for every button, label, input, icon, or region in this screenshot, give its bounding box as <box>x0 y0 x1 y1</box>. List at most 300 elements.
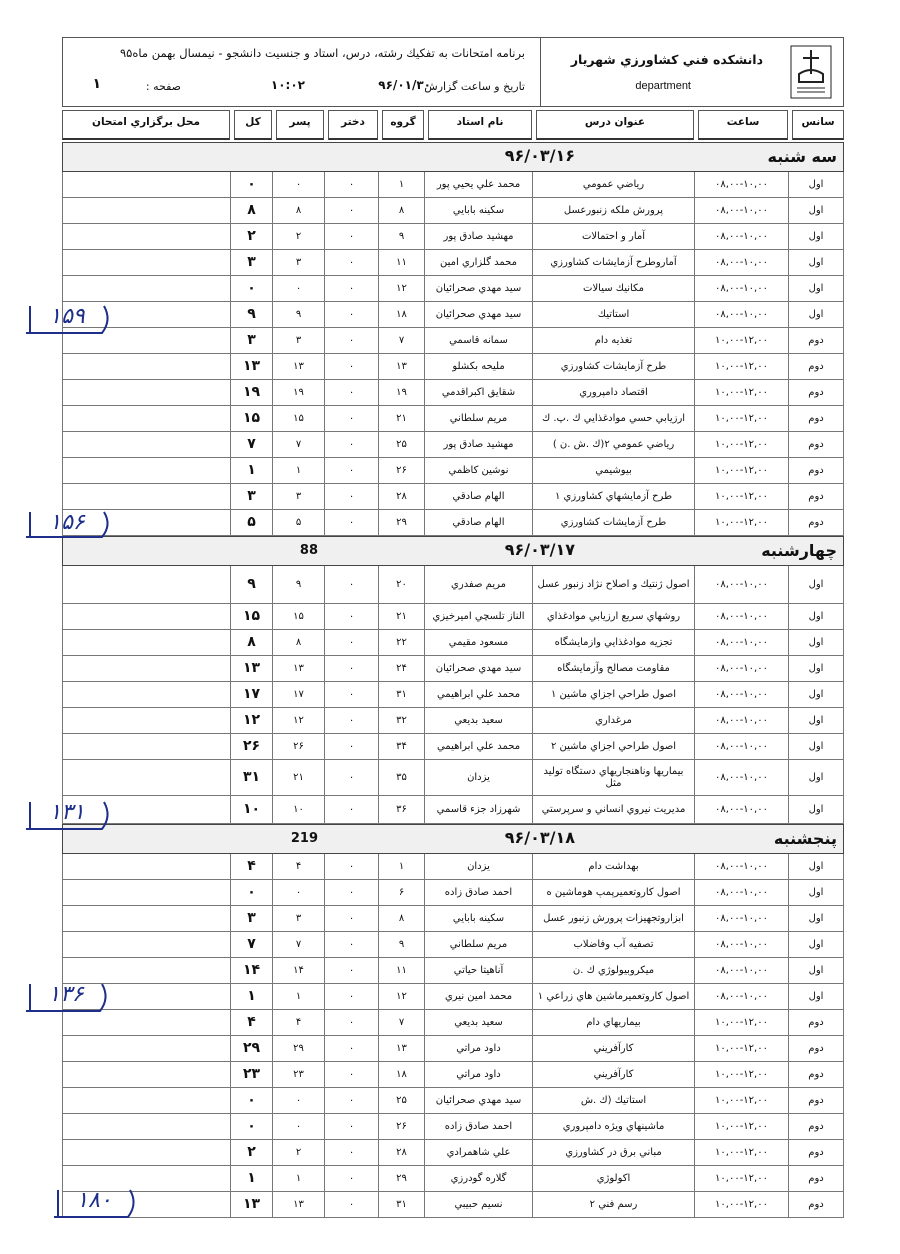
cell-group: ۱۹ <box>378 380 424 405</box>
cell-group: ۲۰ <box>378 566 424 603</box>
cell-group: ۶ <box>378 880 424 905</box>
cell-female: ۰ <box>324 1192 378 1217</box>
cell-male: ۱ <box>272 1166 324 1191</box>
cell-course: تجزيه موادغذايي وازمايشگاه <box>532 630 694 655</box>
cell-time: ۰۸,۰۰-۱۰,۰۰ <box>694 276 788 301</box>
cell-female: ۰ <box>324 796 378 823</box>
cell-male: ۰ <box>272 276 324 301</box>
cell-total: ۷ <box>230 932 272 957</box>
cell-time: ۰۸,۰۰-۱۰,۰۰ <box>694 932 788 957</box>
cell-female: ۰ <box>324 302 378 327</box>
cell-location <box>62 276 230 301</box>
cell-male: ۲۹ <box>272 1036 324 1061</box>
cell-course: طرح آزمايشهاي كشاورزي ۱ <box>532 484 694 509</box>
handwritten-number: ۱۳۱ <box>49 800 85 825</box>
cell-course: مرغداري <box>532 708 694 733</box>
cell-time: ۰۸,۰۰-۱۰,۰۰ <box>694 604 788 629</box>
cell-location <box>62 354 230 379</box>
cell-location <box>62 682 230 707</box>
cell-teacher: سيد مهدي صحرائيان <box>424 656 532 681</box>
cell-course: ابزاروتجهيزات پرورش زنبور عسل <box>532 906 694 931</box>
cell-male: ۷ <box>272 932 324 957</box>
cell-session: اول <box>788 198 844 223</box>
table-header-row <box>62 110 844 140</box>
cell-session: اول <box>788 854 844 879</box>
cell-total: ۲ <box>230 1140 272 1165</box>
cell-total: ۷ <box>230 432 272 457</box>
cell-course: مقاومت مصالح وآزمايشگاه <box>532 656 694 681</box>
cell-total: ۱۹ <box>230 380 272 405</box>
cell-total: ۱۲ <box>230 708 272 733</box>
cell-session: اول <box>788 682 844 707</box>
cell-time: ۱۰,۰۰-۱۲,۰۰ <box>694 484 788 509</box>
cell-session: دوم <box>788 510 844 535</box>
cell-session: اول <box>788 880 844 905</box>
table-row <box>62 984 844 1010</box>
cell-time: ۰۸,۰۰-۱۰,۰۰ <box>694 708 788 733</box>
cell-session: دوم <box>788 1088 844 1113</box>
handwritten-total <box>22 798 114 834</box>
table-row <box>62 734 844 760</box>
cell-location <box>62 708 230 733</box>
cell-female: ۰ <box>324 250 378 275</box>
cell-total: ۸ <box>230 198 272 223</box>
cell-male: ۰ <box>272 1088 324 1113</box>
cell-female: ۰ <box>324 958 378 983</box>
cell-course: ميكروبيولوژي ك .ن <box>532 958 694 983</box>
page-label: صفحه : <box>145 80 181 93</box>
cell-teacher: سمانه قاسمي <box>424 328 532 353</box>
cell-total: ۳ <box>230 328 272 353</box>
cell-total: ۴ <box>230 854 272 879</box>
day-date: ۹۶/۰۳/۱۶ <box>504 146 575 165</box>
cell-male: ۳ <box>272 250 324 275</box>
cell-group: ۲۵ <box>378 432 424 457</box>
cell-location <box>62 656 230 681</box>
cell-teacher: محمد علي ابراهيمي <box>424 682 532 707</box>
table-row <box>62 932 844 958</box>
cell-time: ۱۰,۰۰-۱۲,۰۰ <box>694 354 788 379</box>
exam-table <box>62 142 844 1218</box>
cell-male: ۳ <box>272 484 324 509</box>
cell-female: ۰ <box>324 406 378 431</box>
table-row <box>62 198 844 224</box>
table-row <box>62 1088 844 1114</box>
table-row <box>62 906 844 932</box>
cell-location <box>62 432 230 457</box>
cell-teacher: محمد علي يحيي پور <box>424 172 532 197</box>
cell-teacher: احمد صادق زاده <box>424 880 532 905</box>
col-session: سانس <box>792 110 844 140</box>
cell-female: ۰ <box>324 276 378 301</box>
cell-total: ۲۶ <box>230 734 272 759</box>
cell-male: ۸ <box>272 630 324 655</box>
table-row <box>62 406 844 432</box>
cell-female: ۰ <box>324 224 378 249</box>
cell-total: ۱۰ <box>230 796 272 823</box>
cell-session: اول <box>788 656 844 681</box>
table-row <box>62 250 844 276</box>
cell-teacher: آناهيتا حياتي <box>424 958 532 983</box>
cell-course: بهداشت دام <box>532 854 694 879</box>
cell-group: ۲۲ <box>378 630 424 655</box>
cell-teacher: شهرزاد جزء قاسمي <box>424 796 532 823</box>
cell-location <box>62 1114 230 1139</box>
cell-teacher: مريم سلطاني <box>424 406 532 431</box>
cell-group: ۲۴ <box>378 656 424 681</box>
cell-total: ۳ <box>230 484 272 509</box>
cell-female: ۰ <box>324 932 378 957</box>
cell-session: اول <box>788 734 844 759</box>
cell-teacher: سعيد بديعي <box>424 708 532 733</box>
day-header <box>62 824 844 854</box>
cell-female: ۰ <box>324 734 378 759</box>
col-total: كل <box>234 110 272 140</box>
cell-session: اول <box>788 604 844 629</box>
cell-course: ارزيابي حسي موادغذايي ك .پ. ك <box>532 406 694 431</box>
cell-female: ۰ <box>324 708 378 733</box>
cell-teacher: علي شاهمرادي <box>424 1140 532 1165</box>
cell-total: ۳ <box>230 250 272 275</box>
cell-course: طرح آزمايشات كشاورزي <box>532 354 694 379</box>
cell-total: ۳ <box>230 906 272 931</box>
cell-group: ۱۸ <box>378 1062 424 1087</box>
table-row <box>62 432 844 458</box>
cell-group: ۸ <box>378 198 424 223</box>
cell-teacher: مهشيد صادق پور <box>424 224 532 249</box>
cell-session: دوم <box>788 1010 844 1035</box>
cell-male: ۱۲ <box>272 708 324 733</box>
cell-time: ۱۰,۰۰-۱۲,۰۰ <box>694 510 788 535</box>
cell-session: اول <box>788 760 844 795</box>
cell-course: رياضي عمومي <box>532 172 694 197</box>
table-row <box>62 484 844 510</box>
table-row <box>62 682 844 708</box>
cell-group: ۹ <box>378 224 424 249</box>
cell-time: ۰۸,۰۰-۱۰,۰۰ <box>694 906 788 931</box>
table-row <box>62 1010 844 1036</box>
cell-male: ۸ <box>272 198 324 223</box>
cell-session: اول <box>788 276 844 301</box>
cell-session: دوم <box>788 380 844 405</box>
cell-time: ۰۸,۰۰-۱۰,۰۰ <box>694 854 788 879</box>
cell-teacher: الهام صادقي <box>424 510 532 535</box>
day-date: ۹۶/۰۳/۱۸ <box>504 828 575 847</box>
table-row <box>62 708 844 734</box>
table-row <box>62 796 844 824</box>
cell-total: ۱ <box>230 458 272 483</box>
cell-course: آماروطرح آزمايشات كشاورزي <box>532 250 694 275</box>
cell-total: ۲۹ <box>230 1036 272 1061</box>
cell-time: ۱۰,۰۰-۱۲,۰۰ <box>694 458 788 483</box>
cell-total: ۴ <box>230 1010 272 1035</box>
table-row <box>62 1114 844 1140</box>
cell-female: ۰ <box>324 1166 378 1191</box>
table-row <box>62 224 844 250</box>
cell-location <box>62 1062 230 1087</box>
col-location: محل برگزاري امتحان <box>62 110 230 140</box>
table-row <box>62 958 844 984</box>
cell-location <box>62 906 230 931</box>
cell-session: دوم <box>788 1062 844 1087</box>
cell-course: تصفيه آب وفاضلاب <box>532 932 694 957</box>
cell-female: ۰ <box>324 1062 378 1087</box>
cell-male: ۱۹ <box>272 380 324 405</box>
col-group: گروه <box>382 110 424 140</box>
table-row <box>62 630 844 656</box>
handwritten-total <box>22 302 114 338</box>
cell-location <box>62 458 230 483</box>
cell-female: ۰ <box>324 354 378 379</box>
cell-female: ۰ <box>324 854 378 879</box>
cell-time: ۰۸,۰۰-۱۰,۰۰ <box>694 224 788 249</box>
cell-male: ۴ <box>272 1010 324 1035</box>
cell-time: ۱۰,۰۰-۱۲,۰۰ <box>694 1166 788 1191</box>
cell-session: اول <box>788 172 844 197</box>
col-teacher: نام استاد <box>428 110 532 140</box>
cell-group: ۲۱ <box>378 406 424 431</box>
cell-teacher: سيد مهدي صحرائيان <box>424 302 532 327</box>
cell-teacher: الهام صادقي <box>424 484 532 509</box>
cell-group: ۳۱ <box>378 682 424 707</box>
day-total: 88 <box>299 543 318 558</box>
table-row <box>62 380 844 406</box>
report-date: ۹۶/۰۱/۳۰ <box>378 78 431 92</box>
day-date: ۹۶/۰۳/۱۷ <box>504 540 575 559</box>
cell-teacher: احمد صادق زاده <box>424 1114 532 1139</box>
cell-teacher: شقايق اكبراقدمي <box>424 380 532 405</box>
cell-group: ۳۶ <box>378 796 424 823</box>
cell-male: ۹ <box>272 566 324 603</box>
cell-group: ۱۱ <box>378 958 424 983</box>
cell-total: ۲۳ <box>230 1062 272 1087</box>
cell-male: ۱ <box>272 458 324 483</box>
cell-teacher: مريم صفدري <box>424 566 532 603</box>
cell-female: ۰ <box>324 1140 378 1165</box>
cell-course: اصول كاروتعميرپمپ هوماشين ه <box>532 880 694 905</box>
cell-time: ۰۸,۰۰-۱۰,۰۰ <box>694 198 788 223</box>
cell-course: ماشينهاي ويژه دامپروري <box>532 1114 694 1139</box>
handwritten-number: ۱۵۶ <box>49 510 85 535</box>
cell-location <box>62 224 230 249</box>
cell-time: ۱۰,۰۰-۱۲,۰۰ <box>694 406 788 431</box>
cell-total: ۵ <box>230 510 272 535</box>
cell-total: ۸ <box>230 630 272 655</box>
cell-female: ۰ <box>324 328 378 353</box>
table-row <box>62 566 844 604</box>
cell-group: ۲۶ <box>378 458 424 483</box>
cell-male: ۳ <box>272 906 324 931</box>
cell-group: ۱۳ <box>378 1036 424 1061</box>
cell-location <box>62 1088 230 1113</box>
cell-course: استاتيك (ك .ش <box>532 1088 694 1113</box>
cell-teacher: نوشين كاظمي <box>424 458 532 483</box>
cell-female: ۰ <box>324 1036 378 1061</box>
cell-male: ۱۰ <box>272 796 324 823</box>
cell-time: ۱۰,۰۰-۱۲,۰۰ <box>694 328 788 353</box>
cell-course: استاتيك <box>532 302 694 327</box>
cell-total: ۱۳ <box>230 354 272 379</box>
cell-group: ۹ <box>378 932 424 957</box>
institution-block <box>540 38 843 106</box>
table-row <box>62 1192 844 1218</box>
cell-teacher: مسعود مقيمي <box>424 630 532 655</box>
cell-teacher: محمد گلزاري امين <box>424 250 532 275</box>
cell-male: ۲۱ <box>272 760 324 795</box>
cell-group: ۸ <box>378 906 424 931</box>
cell-male: ۱۵ <box>272 604 324 629</box>
cell-course: بيوشيمي <box>532 458 694 483</box>
cell-session: دوم <box>788 328 844 353</box>
cell-male: ۰ <box>272 1114 324 1139</box>
cell-course: اصول كاروتعميرماشين هاي زراعي ۱ <box>532 984 694 1009</box>
cell-female: ۰ <box>324 380 378 405</box>
cell-course: رياضي عمومي ۲(ك .ش .ن ) <box>532 432 694 457</box>
cell-total: ۱ <box>230 1166 272 1191</box>
cell-female: ۰ <box>324 1010 378 1035</box>
cell-group: ۲۵ <box>378 1088 424 1113</box>
cell-session: دوم <box>788 458 844 483</box>
cell-time: ۰۸,۰۰-۱۰,۰۰ <box>694 656 788 681</box>
cell-male: ۹ <box>272 302 324 327</box>
col-time: ساعت <box>698 110 788 140</box>
cell-time: ۱۰,۰۰-۱۲,۰۰ <box>694 1036 788 1061</box>
handwritten-number: ۱۳۶ <box>48 982 84 1007</box>
cell-female: ۰ <box>324 484 378 509</box>
cell-total: ۹ <box>230 302 272 327</box>
cell-female: ۰ <box>324 760 378 795</box>
cell-course: بيماريهاي دام <box>532 1010 694 1035</box>
cell-teacher: داود مراتي <box>424 1062 532 1087</box>
cell-location <box>62 1140 230 1165</box>
cell-location <box>62 484 230 509</box>
cell-male: ۱۳ <box>272 1192 324 1217</box>
cell-time: ۱۰,۰۰-۱۲,۰۰ <box>694 1010 788 1035</box>
cell-teacher: يزدان <box>424 760 532 795</box>
cell-time: ۰۸,۰۰-۱۰,۰۰ <box>694 682 788 707</box>
cell-location <box>62 198 230 223</box>
report-header <box>62 37 844 107</box>
cell-total: ۱۵ <box>230 406 272 431</box>
cell-course: آمار و احتمالات <box>532 224 694 249</box>
cell-group: ۲۹ <box>378 1166 424 1191</box>
cell-group: ۱ <box>378 172 424 197</box>
cell-total: ۲ <box>230 224 272 249</box>
day-name: پنجشنبه <box>773 829 837 848</box>
cell-female: ۰ <box>324 984 378 1009</box>
cell-group: ۳۱ <box>378 1192 424 1217</box>
cell-time: ۰۸,۰۰-۱۰,۰۰ <box>694 984 788 1009</box>
cell-male: ۷ <box>272 432 324 457</box>
cell-course: اصول ژنتيك و اصلاح نژاد زنبور عسل <box>532 566 694 603</box>
cell-course: كارآفريني <box>532 1036 694 1061</box>
cell-location <box>62 406 230 431</box>
cell-male: ۰ <box>272 172 324 197</box>
cell-time: ۱۰,۰۰-۱۲,۰۰ <box>694 1140 788 1165</box>
cell-location <box>62 380 230 405</box>
cell-session: دوم <box>788 1192 844 1217</box>
cell-time: ۰۸,۰۰-۱۰,۰۰ <box>694 958 788 983</box>
page-number: ۱ <box>92 76 101 92</box>
table-row <box>62 656 844 682</box>
cell-course: رسم فني ۲ <box>532 1192 694 1217</box>
cell-time: ۰۸,۰۰-۱۰,۰۰ <box>694 880 788 905</box>
table-row <box>62 1062 844 1088</box>
cell-course: اقتصاد دامپروري <box>532 380 694 405</box>
cell-session: اول <box>788 566 844 603</box>
cell-time: ۱۰,۰۰-۱۲,۰۰ <box>694 1062 788 1087</box>
handwritten-total <box>50 1186 140 1222</box>
cell-male: ۱۷ <box>272 682 324 707</box>
cell-time: ۱۰,۰۰-۱۲,۰۰ <box>694 1114 788 1139</box>
cell-female: ۰ <box>324 1088 378 1113</box>
cell-female: ۰ <box>324 172 378 197</box>
university-name: دانشكده فني كشاورزي شهريار <box>570 52 763 67</box>
cell-location <box>62 172 230 197</box>
report-time: ۱۰:۰۲ <box>270 78 305 92</box>
cell-total: ۰ <box>230 172 272 197</box>
cell-male: ۱۳ <box>272 354 324 379</box>
department-name: department <box>635 80 691 92</box>
cell-group: ۲۸ <box>378 484 424 509</box>
table-row <box>62 172 844 198</box>
cell-course: روشهاي سريع ارزيابي موادغذاي <box>532 604 694 629</box>
cell-teacher: داود مراتي <box>424 1036 532 1061</box>
cell-course: طرح آزمايشات كشاورزي <box>532 510 694 535</box>
cell-teacher: محمد امين نيري <box>424 984 532 1009</box>
table-row <box>62 328 844 354</box>
cell-group: ۲۹ <box>378 510 424 535</box>
cell-group: ۷ <box>378 328 424 353</box>
cell-group: ۱ <box>378 854 424 879</box>
table-row <box>62 1140 844 1166</box>
cell-teacher: سيد مهدي صحرائيان <box>424 276 532 301</box>
cell-session: اول <box>788 630 844 655</box>
cell-session: دوم <box>788 354 844 379</box>
cell-female: ۰ <box>324 566 378 603</box>
handwritten-total <box>22 980 112 1016</box>
cell-group: ۳۲ <box>378 708 424 733</box>
cell-total: ۳۱ <box>230 760 272 795</box>
cell-male: ۲۳ <box>272 1062 324 1087</box>
cell-course: مباني برق در كشاورزي <box>532 1140 694 1165</box>
cell-total: ۱۷ <box>230 682 272 707</box>
cell-teacher: الناز تلسچي اميرخيزي <box>424 604 532 629</box>
university-logo-icon <box>789 44 833 100</box>
cell-total: ۹ <box>230 566 272 603</box>
cell-teacher: مليحه بكشلو <box>424 354 532 379</box>
cell-group: ۱۳ <box>378 354 424 379</box>
cell-teacher: سعيد بديعي <box>424 1010 532 1035</box>
cell-time: ۱۰,۰۰-۱۲,۰۰ <box>694 432 788 457</box>
cell-course: بيماريها وناهنجاريهاي دستگاه توليد مثل <box>532 760 694 795</box>
table-row <box>62 880 844 906</box>
cell-female: ۰ <box>324 432 378 457</box>
cell-group: ۲۸ <box>378 1140 424 1165</box>
cell-location <box>62 932 230 957</box>
cell-teacher: محمد علي ابراهيمي <box>424 734 532 759</box>
cell-session: اول <box>788 796 844 823</box>
cell-group: ۱۲ <box>378 276 424 301</box>
cell-time: ۰۸,۰۰-۱۰,۰۰ <box>694 172 788 197</box>
cell-female: ۰ <box>324 682 378 707</box>
cell-location <box>62 630 230 655</box>
handwritten-number: ۱۵۹ <box>49 304 85 329</box>
cell-male: ۰ <box>272 880 324 905</box>
cell-session: اول <box>788 708 844 733</box>
cell-teacher: نسيم حبيبي <box>424 1192 532 1217</box>
cell-session: دوم <box>788 432 844 457</box>
